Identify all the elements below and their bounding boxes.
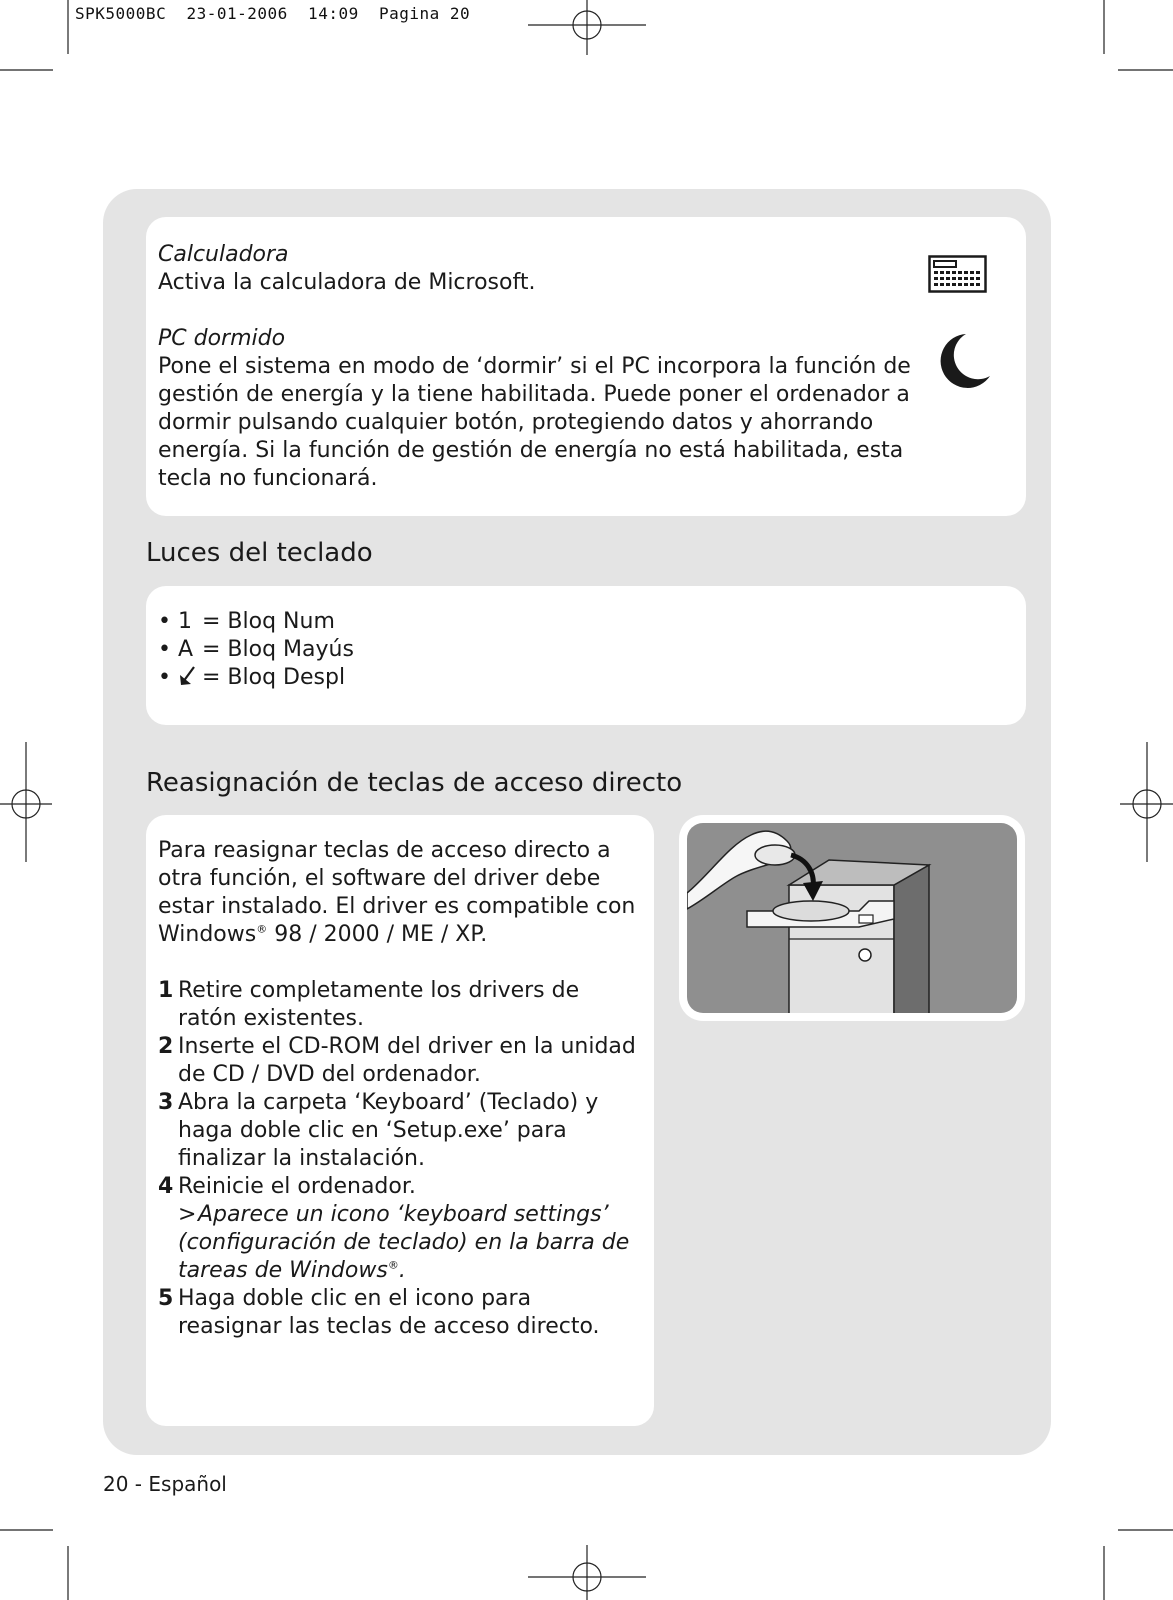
step-number: 1 [158,978,174,1003]
reassign-steps [158,977,638,1341]
keyboard-lights-list [158,608,354,692]
step-text: Retire completamente los drivers de ratón existentes. [178,978,580,1031]
step-number: 2 [158,1034,174,1059]
note-end: . [398,1258,406,1283]
step-item [158,1033,638,1089]
sleep-description: Pone el sistema en modo de ‘dormir’ si el PC incorpora la función de gestión de energía y la tiene habilitada. Puede poner el ordenador a dormir pulsando cualquier botón, protegiendo datos y ahorrando energía. Si la función de gestión de energía no está habilitada, esta tecla no funcionará. [158,354,911,491]
light-label: = Bloq Mayús [202,637,354,662]
reassign-intro-text: Para reasignar teclas de acceso directo a otra función, el software del driver debe estar instalado. El driver es compatible con Windows [158,838,636,947]
step-note [178,1201,638,1285]
scroll-lock-arrow-icon [178,664,202,692]
moon-icon [936,332,992,390]
reassign-card [146,815,654,1426]
step-number: 5 [158,1286,174,1311]
step-text: Inserte el CD-ROM del driver en la unidad de CD / DVD del ordenador. [178,1034,636,1087]
calculator-title: Calculadora [158,242,289,267]
step-text: Reinicie el ordenador. [178,1174,416,1199]
light-symbol: A [178,637,194,662]
step-text: Haga doble clic en el icono para reasignar las teclas de acceso directo. [178,1286,600,1339]
list-item [158,664,354,692]
step-item [158,1173,638,1285]
note-text: Aparece un icono ‘keyboard settings’ (configuración de teclado) en la barra de tareas de Windows [178,1202,630,1283]
light-label: = Bloq Num [202,609,335,634]
light-label: = Bloq Despl [202,665,346,690]
page-footer: 20 - Español [103,1472,227,1496]
step-item [158,977,638,1033]
registered-mark: ® [387,1258,399,1272]
step-number: 3 [158,1090,174,1115]
keyboard-lights-card [146,586,1026,725]
reassign-heading: Reasignación de teclas de acceso directo [146,768,683,798]
calculator-description: Activa la calculadora de Microsoft. [158,270,536,295]
reassign-intro-os: 98 / 2000 / ME / XP. [274,922,488,947]
step-number: 4 [158,1174,174,1199]
reassign-intro [158,837,638,949]
note-marker: > [178,1202,197,1227]
print-slug: SPK5000BC 23-01-2006 14:09 Pagina 20 [75,4,471,23]
step-item [158,1285,638,1341]
sleep-title: PC dormido [158,326,286,351]
cd-insert-illustration [679,815,1025,1021]
step-item [158,1089,638,1173]
list-item [158,636,354,664]
step-text: Abra la carpeta ‘Keyboard’ (Teclado) y haga doble clic en ‘Setup.exe’ para finalizar la instalación. [178,1090,599,1171]
calculator-icon [928,255,988,295]
cd-insert-drawing [679,815,1025,1021]
registered-mark: ® [256,922,268,936]
hotkeys-card [146,217,1026,516]
light-symbol: 1 [178,609,192,634]
keyboard-lights-heading: Luces del teclado [146,538,373,568]
list-item [158,608,354,636]
